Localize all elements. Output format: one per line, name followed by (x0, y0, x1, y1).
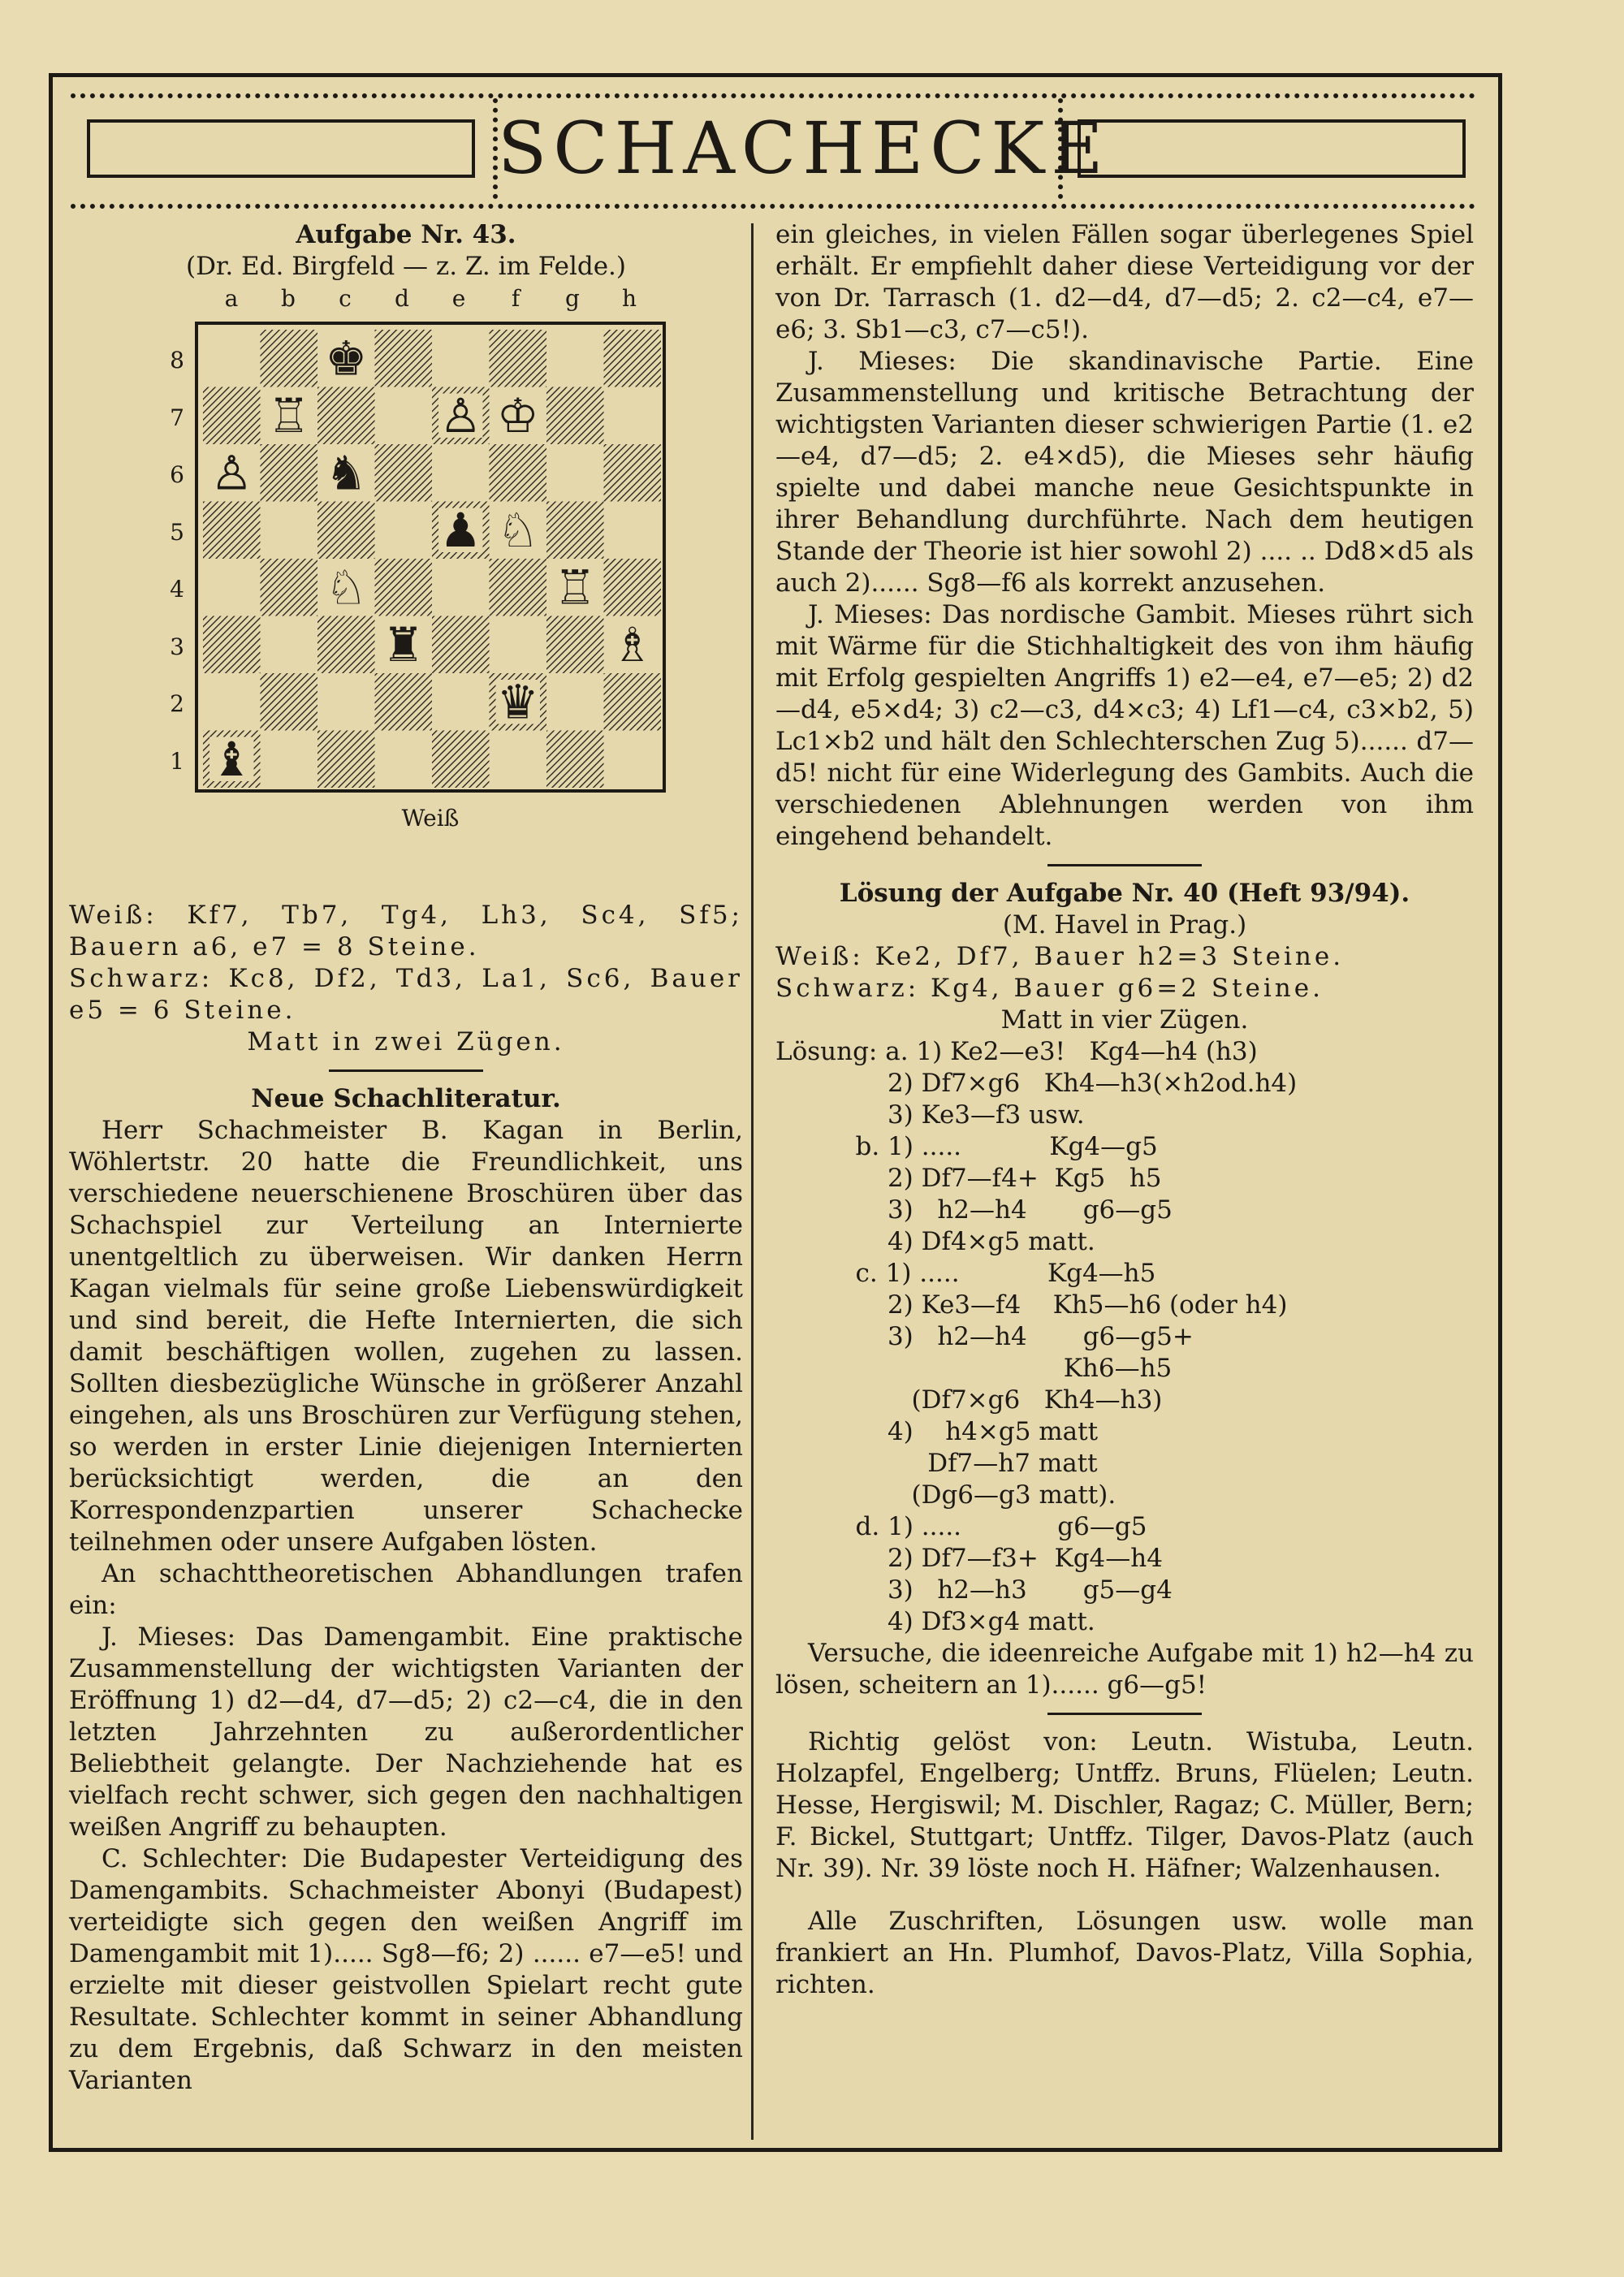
divider (1047, 864, 1202, 866)
board-square (317, 387, 375, 445)
solution-line: 4) h4×g5 matt (775, 1417, 1099, 1446)
file-label: b (281, 285, 296, 312)
file-labels (203, 283, 658, 312)
board-square (546, 673, 604, 731)
solution-line: 2) Ke3—f4 Kh5—h6 (oder h4) (775, 1290, 1288, 1320)
file-label: h (621, 285, 637, 312)
solution-line: (Df7×g6 Kh4—h3) (775, 1385, 1163, 1415)
board-square (490, 616, 547, 674)
board-square (203, 330, 261, 387)
white-pawn-piece: ♙ (210, 445, 253, 501)
board-square (604, 559, 662, 616)
board-square (317, 616, 375, 674)
rank-label: 8 (170, 347, 184, 374)
solution-task: Matt in vier Zügen. (1000, 1005, 1249, 1035)
file-label: d (395, 285, 409, 312)
rank-label: 3 (170, 633, 184, 660)
column-divider (751, 223, 754, 2140)
board-square (317, 502, 375, 560)
board-square (546, 387, 604, 445)
board-square (375, 387, 433, 445)
header-ornament-left (87, 119, 475, 178)
solution-line: 2) Df7×g6 Kh4—h3(×h2od.h4) (775, 1069, 1298, 1098)
white-rook-piece: ♖ (267, 387, 310, 443)
black-king-piece: ♚ (325, 331, 368, 387)
solution-white: Weiß: Ke2, Df7, Bauer h2=3 Steine. (775, 942, 1345, 971)
board-square (375, 559, 433, 616)
solution-line: 3) h2—h4 g6—g5 (775, 1195, 1173, 1225)
board-side-label: Weiß (401, 805, 460, 832)
board-square (203, 673, 261, 731)
board-square (261, 731, 318, 789)
black-bishop-piece: ♝ (210, 731, 253, 787)
file-label: g (565, 285, 580, 312)
white-pawn-piece: ♙ (439, 387, 482, 443)
board-square (604, 330, 662, 387)
board-square (432, 673, 490, 731)
black-rook-piece: ♜ (382, 616, 425, 672)
solution-line: 3) Ke3—f3 usw. (775, 1100, 1085, 1130)
chess-board (195, 322, 666, 793)
solution-line: d. 1) ..... g6—g5 (775, 1512, 1147, 1541)
literature-paragraph: An schachttheoretischen Abhandlungen trafen ein: (69, 1559, 743, 1620)
header-banner (71, 93, 1475, 209)
file-label: e (451, 285, 466, 312)
chess-diagram (69, 283, 743, 900)
board-square (432, 559, 490, 616)
board-square (317, 731, 375, 789)
board-square (203, 502, 261, 560)
solution-line: c. 1) ..... Kg4—h5 (775, 1259, 1156, 1288)
text-paragraph: ein gleiches, in vielen Fällen sogar überlegenes Spiel erhält. Er empfiehlt daher diese Verteidigung vor der von Dr. Tarrasch (1. d2—d4, d7—d5; 2. c2—c4, e7—e6; 3. Sb1—c3, c7—c5!). (775, 220, 1474, 344)
literature-paragraph: J. Mieses: Das Damengambit. Eine praktische Zusammenstellung der wichtigsten Varianten der Eröffnung 1) d2—d4, d7—d5; 2) c2—c4, die in den letzten Jahrzehnten zu außerordentlicher Beliebtheit gelangte. Der Nachziehende hat es vielfach recht schwer, sich gegen den nachhaltigen weißen Angriff zu behaupten. (69, 1622, 743, 1842)
board-square (375, 502, 433, 560)
white-knight-piece: ♘ (496, 502, 539, 558)
board-square (546, 444, 604, 502)
solution-line: Lösung: a. 1) Ke2—e3! Kg4—h4 (h3) (775, 1037, 1258, 1066)
solution-black: Schwarz: Kg4, Bauer g6=2 Steine. (775, 974, 1324, 1003)
left-column (69, 219, 743, 2097)
board-square (261, 673, 318, 731)
board-square (261, 616, 318, 674)
rank-label: 5 (170, 518, 184, 546)
text-paragraph: J. Mieses: Die skandinavische Partie. Eine Zusammenstellung und kritische Betrachtung der wichtigsten Varianten dieser schwierigen Partie (1. e2—e4, d7—d5; 2. e4×d5), die Mieses sehr häufig spielte und dabei manche neue Gesichtspunkte in ihrer Behandlung durchführte. Nach dem heutigen Stande der Theorie ist hier sowohl 2) .... .. Dd8×d5 als auch 2)...... Sg8—f6 als korrekt anzusehen. (775, 347, 1474, 598)
board-square (546, 502, 604, 560)
solution-line: 3) h2—h4 g6—g5+ (775, 1322, 1194, 1351)
solution-author: (M. Havel in Prag.) (1002, 910, 1247, 940)
black-queen-piece: ♛ (496, 674, 539, 730)
solution-title: Lösung der Aufgabe Nr. 40 (Heft 93/94). (839, 879, 1410, 908)
board-square (490, 444, 547, 502)
board-square (490, 731, 547, 789)
literature-paragraph: C. Schlechter: Die Budapester Verteidigung des Damengambits. Schachmeister Abonyi (Budapest) verteidigte sich gegen den weißen Angriff im Damengambit mit 1)..... Sg8—f6; 2) ...... e7—e5! und erzielte mit dieser geistvollen Spielart recht gute Resultate. Schlechter kommt in seiner Abhandlung zu dem Ergebnis, daß Schwarz in den meisten Varianten (69, 1844, 743, 2095)
solution-line: b. 1) ..... Kg4—g5 (775, 1132, 1158, 1161)
board-square (261, 330, 318, 387)
rank-label: 4 (170, 576, 184, 603)
problem-composer: (Dr. Ed. Birgfeld — z. Z. im Felde.) (185, 252, 626, 281)
chess-column-page (49, 73, 1502, 2152)
board-square (432, 444, 490, 502)
file-label: c (339, 285, 352, 312)
board-square (604, 502, 662, 560)
white-king-piece: ♔ (496, 387, 539, 443)
divider (329, 1069, 483, 1072)
board-square (261, 559, 318, 616)
board-square (203, 616, 261, 674)
solution-line: Df7—h7 matt (775, 1449, 1098, 1478)
address-paragraph: Alle Zuschriften, Lösungen usw. wolle man frankiert an Hn. Plumhof, Davos-Platz, Villa Sophia, richten. (775, 1907, 1474, 1999)
board-square (546, 330, 604, 387)
literature-paragraph: Herr Schachmeister B. Kagan in Berlin, Wöhlertstr. 20 hatte die Freundlichkeit, uns verschiedene neuerschienene Broschüren über das Schachspiel zur Verteilung an Internierte unentgeltlich zu überweisen. Wir danken Herrn Kagan vielmals für seine große Liebenswürdigkeit und sind bereit, die Hefte Internierten, die sich damit beschäftigen wollen, zugehen zu lassen. Sollten diesbezügliche Wünsche in größerer Anzahl eingehen, als uns Broschüren zur Verfügung stehen, so werden in erster Linie diejenigen Internierten berücksichtigt werden, die an den Korrespondenzpartien unserer Schachecke teilnehmen oder unsere Aufgaben lösten. (69, 1116, 743, 1557)
white-bishop-piece: ♗ (611, 616, 654, 672)
board-square (604, 673, 662, 731)
problem-title: Aufgabe Nr. 43. (296, 220, 516, 249)
board-svg (203, 330, 661, 788)
black-pieces: Schwarz: Kc8, Df2, Td3, La1, Sc6, Bauer e5 = 6 Steine. (69, 964, 743, 1025)
board-square (375, 673, 433, 731)
solution-moves (775, 1036, 1474, 1638)
text-paragraph: J. Mieses: Das nordische Gambit. Mieses rührt sich mit Wärme für die Stichhaltigkeit des von ihm häufig mit Erfolg gespielten Angriffs 1) e2—e4, e7—e5; 2) d2—d4, e5×d4; 3) c2—c3, d4×c3; 4) Lf1—c4, c3×b2, 5) Lc1×b2 und hält den Schlechterschen Zug 5)...... d7—d5! nicht für eine Widerlegung des Gambits. Auch die verschiedenen Ablehnungen werden von ihm eingehend behandelt. (775, 600, 1474, 851)
right-column (775, 219, 1474, 2001)
divider (1047, 1713, 1202, 1715)
board-square (261, 502, 318, 560)
file-label: a (224, 285, 239, 312)
black-pawn-piece: ♟ (439, 502, 482, 558)
board-square (317, 673, 375, 731)
rank-label: 2 (170, 690, 184, 717)
solution-line: 4) Df4×g5 matt. (775, 1227, 1095, 1256)
text-paragraph: Versuche, die ideenreiche Aufgabe mit 1) h2—h4 zu lösen, scheitern an 1)...... g6—g5! (775, 1639, 1474, 1700)
solution-line: Kh6—h5 (775, 1354, 1173, 1383)
board-square (203, 387, 261, 445)
solution-line: 2) Df7—f4+ Kg5 h5 (775, 1164, 1162, 1193)
rank-label: 1 (170, 747, 184, 775)
solution-line: (Dg6—g3 matt). (775, 1480, 1116, 1510)
rank-label: 6 (170, 461, 184, 488)
black-knight-piece: ♞ (325, 445, 368, 501)
board-square (546, 731, 604, 789)
board-square (375, 731, 433, 789)
white-pieces: Weiß: Kf7, Tb7, Tg4, Lh3, Sc4, Sf5; Bauern a6, e7 = 8 Steine. (69, 901, 743, 961)
board-square (432, 330, 490, 387)
board-square (375, 330, 433, 387)
page-title: SCHACHECKE (493, 98, 1063, 199)
rank-label: 7 (170, 404, 184, 431)
board-square (604, 731, 662, 789)
board-square (490, 559, 547, 616)
solution-line: 4) Df3×g4 matt. (775, 1607, 1095, 1636)
literature-title: Neue Schachliteratur. (251, 1084, 561, 1113)
solvers-paragraph: Richtig gelöst von: Leutn. Wistuba, Leutn. Holzapfel, Engelberg; Untffz. Bruns, Flüelen; Leutn. Hesse, Hergiswil; M. Dischler, Ragaz; C. Müller, Bern; F. Bickel, Stuttgart; Untffz. Tilger, Davos-Platz (auch Nr. 39). Nr. 39 löste noch H. Häfner; Walzenhausen. (775, 1727, 1474, 1883)
board-square (432, 616, 490, 674)
file-label: f (511, 285, 520, 312)
solution-line: 2) Df7—f3+ Kg4—h4 (775, 1544, 1163, 1573)
board-square (375, 444, 433, 502)
white-rook-piece: ♖ (554, 560, 597, 616)
solution-line: 3) h2—h3 g5—g4 (775, 1575, 1173, 1605)
board-square (604, 444, 662, 502)
problem-task: Matt in zwei Zügen. (247, 1027, 565, 1056)
white-knight-piece: ♘ (325, 560, 368, 616)
board-square (604, 387, 662, 445)
board-square (432, 731, 490, 789)
board-square (490, 330, 547, 387)
board-square (261, 444, 318, 502)
board-square (546, 616, 604, 674)
header-ornament-right (1078, 119, 1466, 178)
board-square (203, 559, 261, 616)
